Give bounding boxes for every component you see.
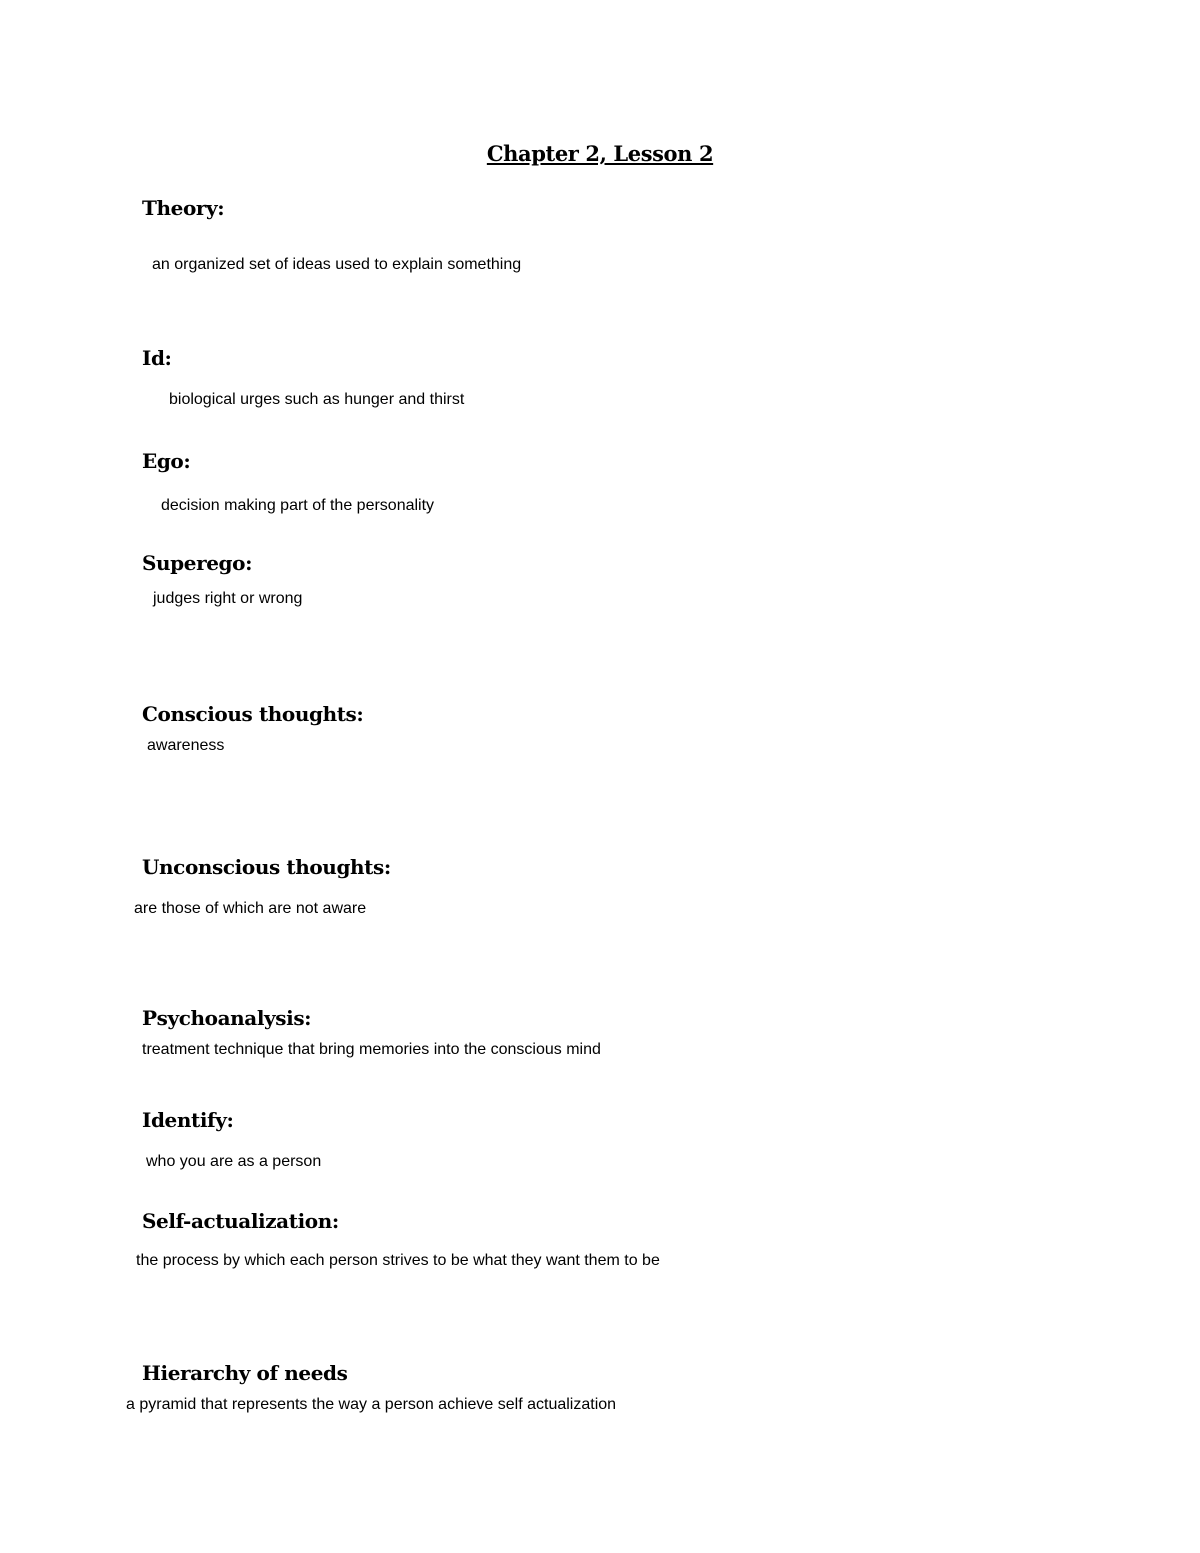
definition-id: biological urges such as hunger and thirst	[169, 391, 465, 408]
definition-psychoanalysis: treatment technique that bring memories into the conscious mind	[142, 1041, 601, 1058]
definition-superego: judges right or wrong	[153, 590, 303, 607]
term-identify: Identify:	[142, 1108, 234, 1132]
definition-conscious-thoughts: awareness	[147, 737, 225, 754]
term-conscious-thoughts: Conscious thoughts:	[142, 702, 364, 726]
definition-theory: an organized set of ideas used to explain something	[152, 256, 522, 273]
definition-hierarchy-of-needs: a pyramid that represents the way a person achieve self actualization	[126, 1396, 617, 1413]
definition-ego: decision making part of the personality	[161, 497, 435, 514]
definition-identify: who you are as a person	[146, 1153, 322, 1170]
term-superego: Superego:	[142, 551, 253, 575]
term-hierarchy-of-needs: Hierarchy of needs	[142, 1361, 348, 1385]
term-ego: Ego:	[142, 449, 191, 473]
term-unconscious-thoughts: Unconscious thoughts:	[142, 855, 391, 879]
definition-unconscious-thoughts: are those of which are not aware	[134, 900, 367, 917]
term-id: Id:	[142, 346, 172, 370]
term-theory: Theory:	[142, 196, 225, 220]
term-psychoanalysis: Psychoanalysis:	[142, 1006, 312, 1030]
definition-self-actualization: the process by which each person strives to be what they want them to be	[136, 1252, 660, 1269]
page-title: Chapter 2, Lesson 2	[486, 141, 714, 166]
term-self-actualization: Self-actualization:	[142, 1209, 339, 1233]
